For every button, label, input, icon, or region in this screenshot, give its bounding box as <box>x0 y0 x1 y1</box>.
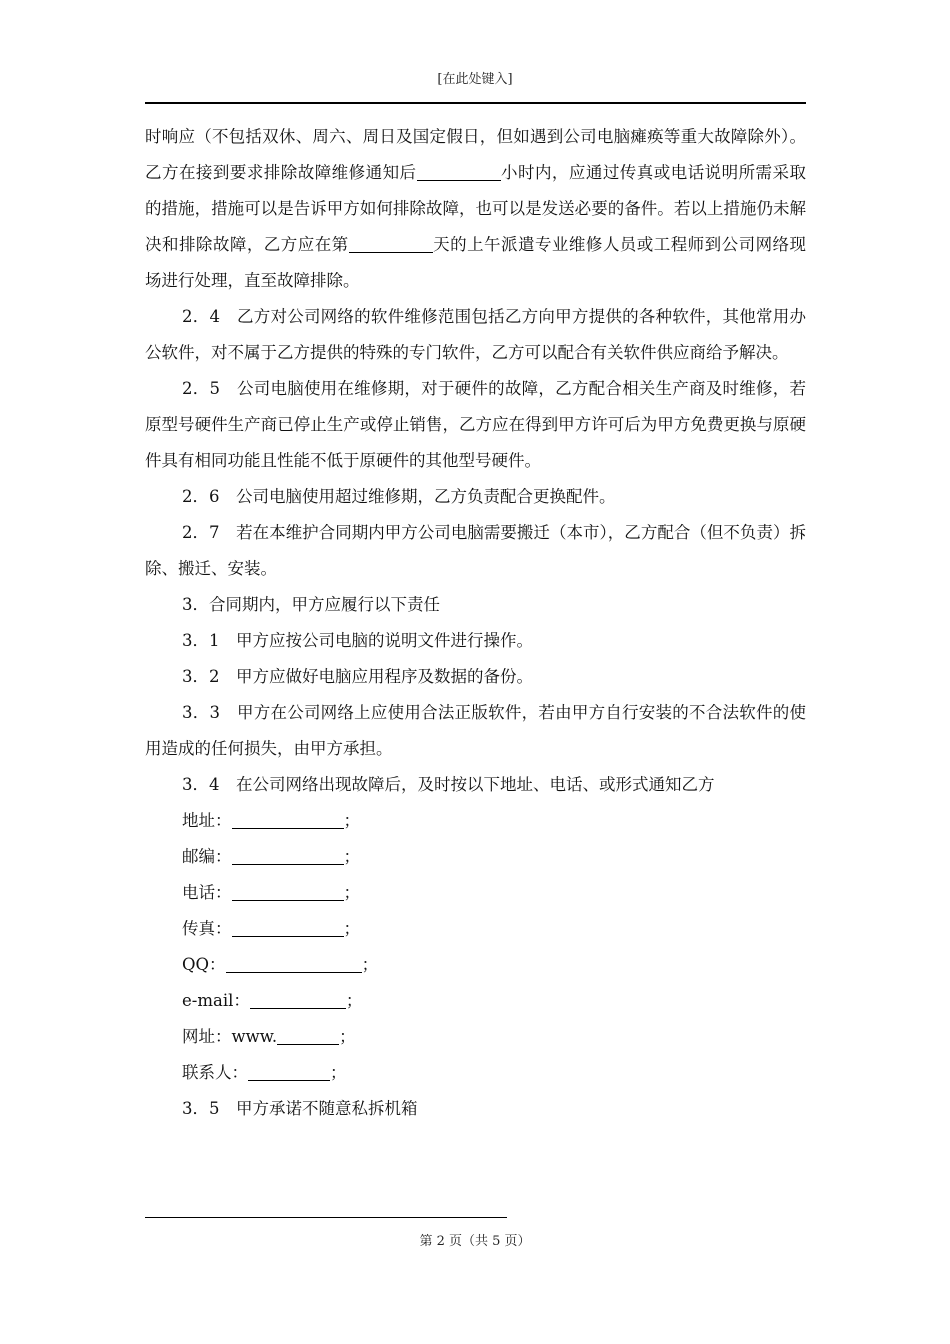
phone-label: 电话： <box>182 883 232 902</box>
clause-2-4: 2．4 乙方对公司网络的软件维修范围包括乙方向甲方提供的各种软件，其他常用办公软件，对不属于乙方提供的特殊的专门软件，乙方可以配合有关软件供应商给予解决。 <box>145 307 806 362</box>
clause-3-1: 3．1 甲方应按公司电脑的说明文件进行操作。 <box>182 631 533 650</box>
hours-blank <box>417 162 501 181</box>
field-contact <box>145 1055 806 1091</box>
contact-terminator: ； <box>330 1063 347 1082</box>
footer-rule <box>145 1217 507 1218</box>
document-body <box>145 119 806 1127</box>
qq-label: QQ： <box>182 955 226 974</box>
field-email <box>145 983 806 1019</box>
clause-2-6: 2．6 公司电脑使用超过维修期，乙方负责配合更换配件。 <box>182 487 616 506</box>
paragraph-response <box>145 119 806 299</box>
fax-blank <box>232 918 344 937</box>
website-blank <box>277 1026 339 1045</box>
email-label: e-mail： <box>182 991 250 1010</box>
fax-terminator: ； <box>343 919 360 938</box>
field-fax <box>145 911 806 947</box>
day-blank <box>349 234 433 253</box>
email-blank <box>250 990 346 1009</box>
qq-blank <box>226 954 362 973</box>
phone-terminator: ； <box>343 883 360 902</box>
field-address <box>145 803 806 839</box>
phone-blank <box>232 882 344 901</box>
contact-blank <box>248 1062 330 1081</box>
fax-label: 传真： <box>182 919 232 938</box>
qq-terminator: ； <box>361 955 379 974</box>
website-label: 网址：www. <box>182 1027 278 1046</box>
clause-2-5: 2．5 公司电脑使用在维修期，对于硬件的故障，乙方配合相关生产商及时维修，若原型号硬件生产商已停止生产或停止销售，乙方应在得到甲方许可后为甲方免费更换与原硬件具有相同功能且性能不低于原硬件的其他型号硬件。 <box>145 379 806 470</box>
paragraph-response-part-a: 时响应（不包括双休、周六、周日及国定假日，但如遇到公司电脑瘫痪等重大故障除外）。乙方在接到要求排除故障维修通知后 <box>145 127 806 182</box>
postcode-label: 邮编： <box>182 847 232 866</box>
clause-3-3: 3．3 甲方在公司网络上应使用合法正版软件，若由甲方自行安装的不合法软件的使用造成的任何损失，由甲方承担。 <box>145 703 806 758</box>
website-terminator: ； <box>339 1027 356 1046</box>
field-phone <box>145 875 806 911</box>
field-postcode <box>145 839 806 875</box>
contact-label: 联系人： <box>182 1063 248 1082</box>
postcode-blank <box>232 846 344 865</box>
address-terminator: ； <box>343 811 360 830</box>
field-qq <box>145 947 806 983</box>
page-header: [在此处键入] <box>437 72 513 87</box>
paragraph-response-part-b: 小时内，应通过传真或电话说明所需采取的措施，措施可以是告诉甲方如何排除故障，也可以是发送必要的备件。若以上措施仍未解决和排除故障，乙方应在第 <box>145 163 807 254</box>
clause-3-5: 3．5 甲方承诺不随意私拆机箱 <box>182 1099 418 1118</box>
postcode-terminator: ； <box>343 847 360 866</box>
clause-3: 3．合同期内，甲方应履行以下责任 <box>182 595 440 614</box>
clause-3-4: 3．4 在公司网络出现故障后，及时按以下地址、电话、或形式通知乙方 <box>182 775 715 794</box>
clause-2-7: 2．7 若在本维护合同期内甲方公司电脑需要搬迁（本市），乙方配合（但不负责）拆除、搬迁、安装。 <box>145 523 806 578</box>
address-label: 地址： <box>182 811 232 830</box>
header-rule <box>145 102 806 104</box>
page-footer: 第 2 页（共 5 页） <box>419 1234 531 1249</box>
email-terminator: ； <box>345 991 363 1010</box>
clause-3-2: 3．2 甲方应做好电脑应用程序及数据的备份。 <box>182 667 533 686</box>
address-blank <box>232 810 344 829</box>
field-website <box>145 1019 806 1055</box>
paragraph-response-part-c: 天的上午派遣专业维修人员或工程师到公司网络现场进行处理，直至故障排除。 <box>145 235 807 290</box>
